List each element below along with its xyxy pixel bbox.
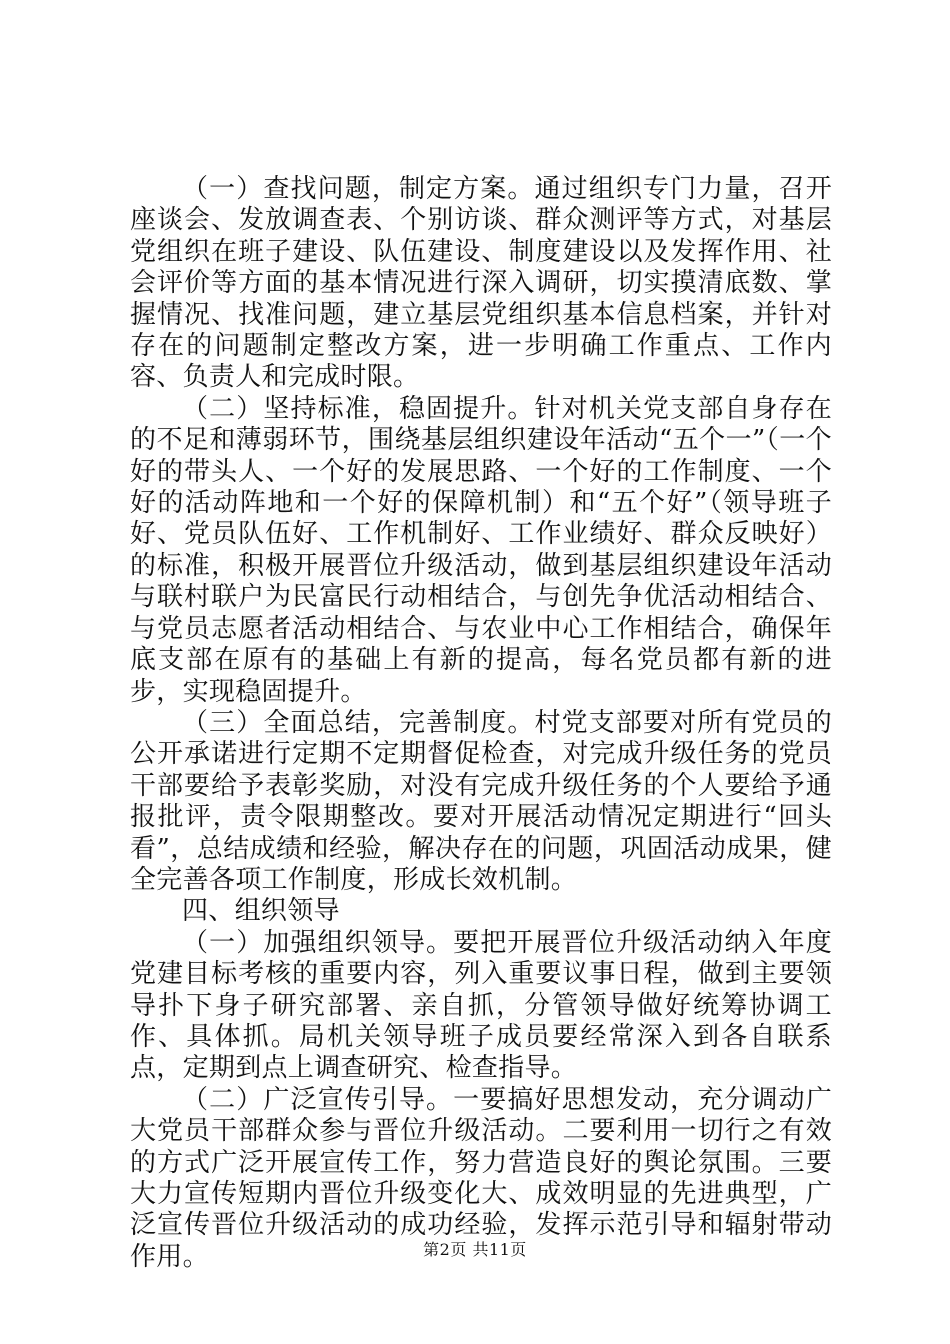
paragraph-5: （二）广泛宣传引导。一要搞好思想发动，充分调动广大党员干部群众参与晋位升级活动。二要利用一切行之有效的方式广泛开展宣传工作，努力营造良好的舆论氛围。三要大力宣传短期内晋位升级变化大、成效明显的先进典型，广泛宣传晋位升级活动的成功经验，发挥示范引导和辐射带动作用。 [130,1084,832,1272]
paragraph-2: （二）坚持标准，稳固提升。针对机关党支部自身存在的不足和薄弱环节，围绕基层组织建设年活动“五个一”（一个好的带头人、一个好的发展思路、一个好的工作制度、一个好的活动阵地和一个好的保障机制）和“五个好”（领导班子好、党员队伍好、工作机制好、工作业绩好、群众反映好）的标准，积极开展晋位升级活动，做到基层组织建设年活动与联村联户为民富民行动相结合，与创先争优活动相结合、与党员志愿者活动相结合、与农业中心工作相结合，确保年底支部在原有的基础上有新的提高，每名党员都有新的进步，实现稳固提升。 [130,393,832,707]
paragraph-3: （三）全面总结，完善制度。村党支部要对所有党员的公开承诺进行定期不定期督促检查，对完成升级任务的党员干部要给予表彰奖励，对没有完成升级任务的个人要给予通报批评，责令限期整改。要对开展活动情况定期进行“回头看”，总结成绩和经验，解决存在的问题，巩固活动成果，健全完善各项工作制度，形成长效机制。 [130,707,832,895]
document-body [130,174,832,1273]
section-heading: 四、组织领导 [182,896,340,927]
page-footer: 第2页 共11页 [423,1240,527,1259]
paragraph-4: （一）加强组织领导。要把开展晋位升级活动纳入年度党建目标考核的重要内容，列入重要议事日程，做到主要领导扑下身子研究部署、亲自抓，分管领导做好统筹协调工作、具体抓。局机关领导班子成员要经常深入到各自联系点，定期到点上调查研究、检查指导。 [130,927,832,1084]
paragraph-1: （一）查找问题，制定方案。通过组织专门力量，召开座谈会、发放调查表、个别访谈、群众测评等方式，对基层党组织在班子建设、队伍建设、制度建设以及发挥作用、社会评价等方面的基本情况进行深入调研，切实摸清底数、掌握情况、找准问题，建立基层党组织基本信息档案，并针对存在的问题制定整改方案，进一步明确工作重点、工作内容、负责人和完成时限。 [130,174,832,393]
